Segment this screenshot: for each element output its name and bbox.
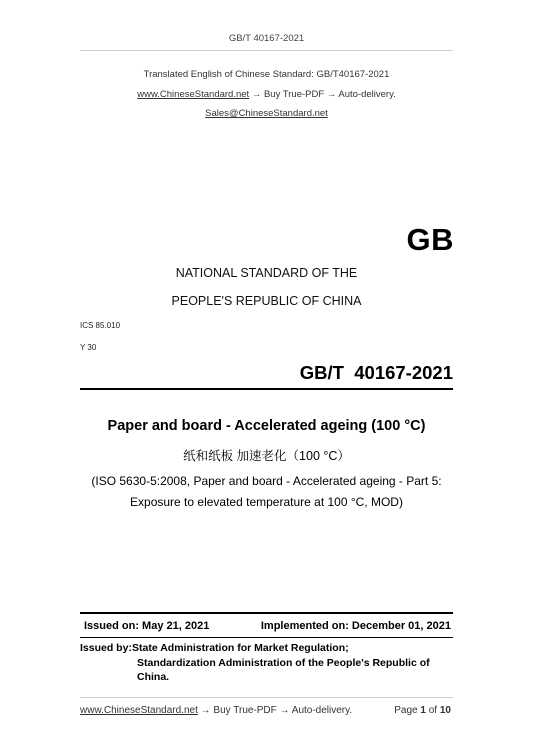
footer-promo (80, 705, 352, 716)
promo-line (0, 89, 533, 100)
iso-reference-line1: (ISO 5630-5:2008, Paper and board - Accelerated ageing - Part 5: (91, 474, 442, 488)
dates-top-rule (80, 612, 453, 614)
ccs-code: Y 30 (80, 343, 97, 352)
page-label: Page (394, 705, 418, 716)
standard-number: GB/T 40167-2021 (299, 362, 453, 383)
issued-by-line2: Standardization Administration of the People's Republic of (137, 656, 430, 669)
issued-by-line1: State Administration for Market Regulation; (132, 642, 349, 654)
page-of: of (428, 705, 438, 716)
header-divider (80, 50, 453, 51)
gb-logo: GB (406, 222, 454, 257)
implemented-on: Implemented on: December 01, 2021 (260, 620, 451, 632)
page-current: 1 (420, 705, 426, 716)
dates-bottom-rule (80, 637, 453, 638)
title-chinese: 纸和纸板 加速老化（100 °C） (183, 449, 350, 463)
issued-by-label: Issued by: (80, 642, 132, 654)
translated-notice: Translated English of Chinese Standard: GB/T40167-2021 (143, 69, 390, 80)
ics-code: ICS 85.010 (80, 321, 121, 330)
issued-by-block (80, 641, 430, 685)
site-link[interactable]: www.ChineseStandard.net (137, 89, 250, 100)
issued-by-line3: China. (137, 671, 170, 683)
title-english: Paper and board - Accelerated ageing (100 °C) (107, 418, 426, 434)
footer-site-link[interactable]: www.ChineseStandard.net (80, 705, 198, 716)
page-indicator (394, 705, 451, 716)
footer-buy-text: → Buy True-PDF → Auto-delivery. (197, 705, 353, 716)
standard-number-rule (80, 388, 453, 390)
page-total: 10 (439, 705, 451, 716)
iso-reference-line2: Exposure to elevated temperature at 100 °C, MOD) (130, 495, 403, 509)
email-link[interactable]: Sales@ChineseStandard.net (205, 108, 328, 119)
email-line (0, 108, 533, 119)
running-header: GB/T 40167-2021 (228, 33, 305, 44)
national-standard-line2: PEOPLE'S REPUBLIC OF CHINA (171, 294, 362, 308)
national-standard-line1: NATIONAL STANDARD OF THE (175, 266, 358, 280)
issued-on: Issued on: May 21, 2021 (84, 620, 210, 632)
footer-divider (80, 697, 453, 698)
buy-text: → Buy True-PDF → Auto-delivery. (249, 89, 396, 100)
